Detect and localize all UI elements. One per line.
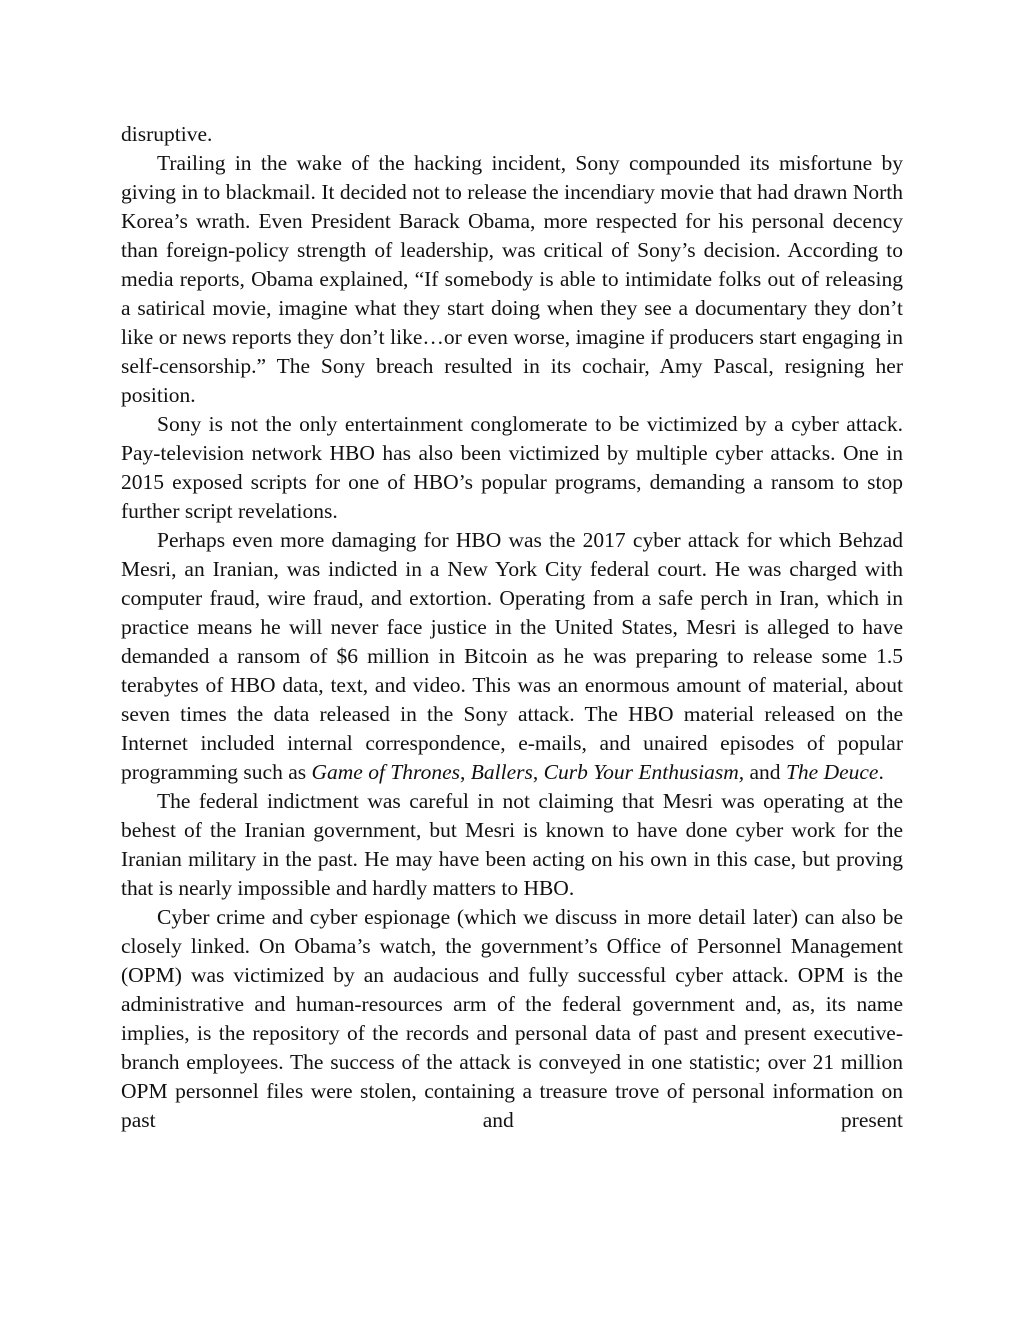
paragraph-hbo-2017-attack (121, 526, 903, 787)
paragraph-opm-attack: Cyber crime and cyber espionage (which we discuss in more detail later) can also be closely linked. On Obama’s watch, the government’s Office of Personnel Management (OPM) was victimized by an audacious and fully successful cyber attack. OPM is the administrative and human-resources arm of the federal government and, as, its name implies, is the repository of the records and personal data of past and present executive-branch employees. The success of the attack is conveyed in one statistic; over 21 million OPM personnel files were stolen, containing a treasure trove of personal information on past and present (121, 905, 903, 1132)
show-title: Curb Your Enthusiasm, (543, 760, 745, 784)
separator: and (744, 760, 786, 784)
show-title: The Deuce (785, 760, 879, 784)
sentence-end: . (878, 760, 884, 784)
show-title: Game of Thrones (311, 760, 460, 784)
paragraph-continuation: disruptive. (121, 122, 213, 146)
paragraph-sony-blackmail: Trailing in the wake of the hacking incident, Sony compounded its misfortune by giving in to blackmail. It decided not to release the incendiary movie that had drawn North Korea’s wrath. Even President Barack Obama, more respected for his personal decency than foreign-policy strength of leadership, was critical of Sony’s decision. According to media reports, Obama explained, “If somebody is able to intimidate folks out of releasing a satirical movie, imagine what they start doing when they see a documentary they don’t like or news reports they don’t like…or even worse, imagine if producers start engaging in self-censorship.” The Sony breach resulted in its cochair, Amy Pascal, resigning her position. (121, 151, 903, 407)
paragraph-hbo-attacks: Sony is not the only entertainment conglomerate to be victimized by a cyber attack. Pay-television network HBO has also been victimized by multiple cyber attacks. One in 2015 exposed scripts for one of HBO’s popular programs, demanding a ransom to stop further script revelations. (121, 412, 903, 523)
paragraph-text: Perhaps even more damaging for HBO was the 2017 cyber attack for which Behzad Mesri, an Iranian, was indicted in a New York City federal court. He was charged with computer fraud, wire fraud, and extortion. Operating from a safe perch in Iran, which in practice means he will never face justice in the United States, Mesri is alleged to have demanded a ransom of $6 million in Bitcoin as he was preparing to release some 1.5 terabytes of HBO data, text, and video. This was an enormous amount of material, about seven times the data released in the Sony attack. The HBO material released on the Internet included internal correspondence, e-mails, and unaired episodes of popular programming such as (121, 528, 903, 784)
document-page (121, 120, 903, 1135)
show-title: Ballers (470, 760, 533, 784)
separator: , (460, 760, 471, 784)
separator: , (532, 760, 544, 784)
paragraph-federal-indictment: The federal indictment was careful in not claiming that Mesri was operating at the behest of the Iranian government, but Mesri is known to have done cyber work for the Iranian military in the past. He may have been acting on his own in this case, but proving that is nearly impossible and hardly matters to HBO. (121, 789, 903, 900)
